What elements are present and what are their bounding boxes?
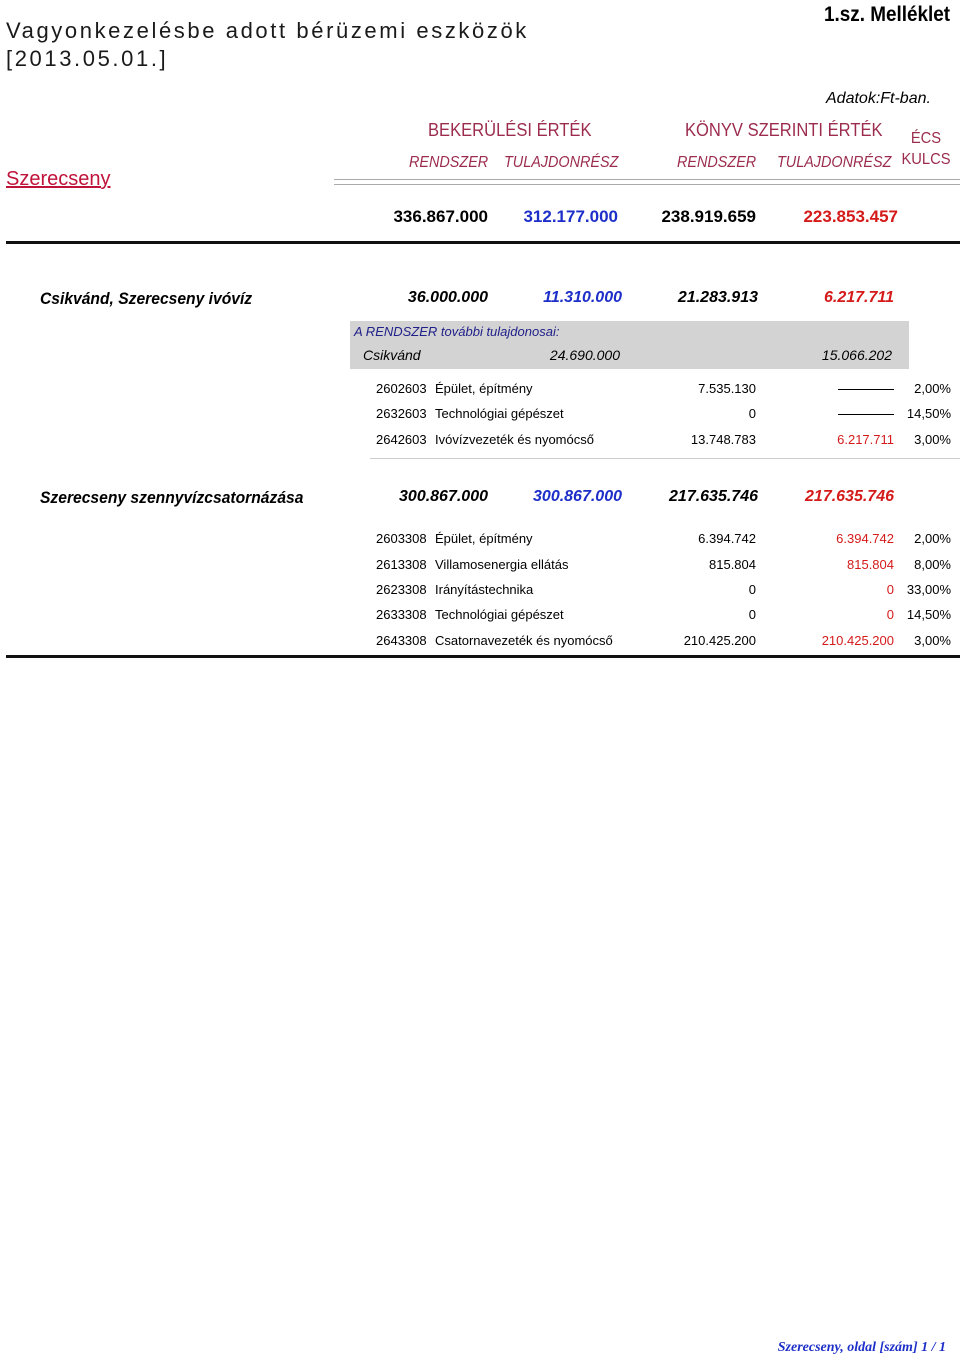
item-rate: 14,50%: [906, 406, 951, 421]
item-code: 2633308: [376, 607, 427, 622]
item-rate: 3,00%: [914, 633, 951, 648]
item-name: Technológiai gépészet: [435, 406, 564, 421]
section-title: Szerecseny szennyvízcsatornázása: [40, 488, 304, 507]
item-share-value: 0: [886, 607, 894, 622]
section-acq-share: 300.867.000: [533, 488, 622, 505]
item-rate: 14,50%: [906, 607, 951, 622]
header-acquisition-value: BEKERÜLÉSI ÉRTÉK: [428, 120, 592, 140]
header-rate: [900, 128, 952, 170]
total-acq-system: 336.867.000: [393, 207, 488, 226]
item-rate: 2,00%: [914, 531, 951, 546]
item-book-value: 7.535.130: [698, 381, 756, 396]
item-code: 2603308: [376, 531, 427, 546]
item-code: 2623308: [376, 582, 427, 597]
item-book-value: 6.394.742: [698, 531, 756, 546]
table-end-rule: [6, 655, 960, 658]
item-share-value: 6.217.711: [837, 432, 894, 447]
item-share-value: 210.425.200: [821, 633, 894, 648]
header-book-system: RENDSZER: [677, 154, 757, 171]
annex-label: 1.sz. Melléklet: [823, 3, 950, 26]
header-acq-share: TULAJDONRÉSZ: [504, 154, 619, 171]
total-acq-share: 312.177.000: [523, 207, 618, 226]
item-rate: 3,00%: [914, 432, 951, 447]
item-name: Épület, építmény: [435, 531, 533, 546]
item-book-value: 0: [748, 582, 756, 597]
item-book-value: 210.425.200: [683, 633, 756, 648]
header-acq-system: RENDSZER: [409, 154, 489, 171]
item-code: 2643308: [376, 633, 427, 648]
place-name: Szerecseny: [6, 168, 111, 190]
section-acq-system: 36.000.000: [407, 289, 488, 306]
item-name: Villamosenergia ellátás: [435, 557, 569, 572]
total-book-system: 238.919.659: [661, 207, 756, 226]
header-rule-1: [334, 179, 960, 180]
item-name: Technológiai gépészet: [435, 607, 564, 622]
section-book-system: 21.283.913: [677, 289, 758, 306]
owners-title: A RENDSZER további tulajdonosai:: [354, 324, 560, 339]
header-rate-line1: ÉCS: [910, 130, 942, 147]
owner-acq-value: 24.690.000: [549, 347, 620, 363]
item-book-value: 0: [748, 607, 756, 622]
header-book-value: KÖNYV SZERINTI ÉRTÉK: [685, 120, 883, 140]
header-rate-line2: KULCS: [901, 151, 951, 168]
item-name: Épület, építmény: [435, 381, 533, 396]
page-footer: Szerecseny, oldal [szám] 1 / 1: [777, 1340, 946, 1355]
document-title: Vagyonkezelésbe adott bérüzemi eszközök: [6, 18, 529, 43]
header-book-share: TULAJDONRÉSZ: [777, 154, 892, 171]
item-code: 2613308: [376, 557, 427, 572]
item-share-value: 815.804: [847, 557, 894, 572]
section-acq-system: 300.867.000: [399, 488, 488, 505]
document-date: [2013.05.01.]: [6, 46, 169, 71]
item-rate: 2,00%: [914, 381, 951, 396]
total-book-share: 223.853.457: [803, 207, 898, 226]
item-book-value: 0: [748, 406, 756, 421]
item-book-value: 815.804: [709, 557, 756, 572]
item-code: 2632603: [376, 406, 427, 421]
section-separator: [370, 458, 960, 459]
item-name: Csatornavezeték és nyomócső: [435, 633, 613, 648]
totals-rule: [6, 241, 960, 244]
section-book-share: 6.217.711: [824, 289, 894, 306]
item-code: 2602603: [376, 381, 427, 396]
item-rate: 8,00%: [914, 557, 951, 572]
section-book-system: 217.635.746: [669, 488, 758, 505]
item-name: Irányítástechnika: [435, 582, 534, 597]
item-code: 2642603: [376, 432, 427, 447]
header-rule-2: [334, 184, 960, 185]
section-book-share: 217.635.746: [805, 488, 894, 505]
unit-note: Adatok:Ft-ban.: [826, 90, 931, 107]
item-share-value: 0: [886, 582, 894, 597]
section-acq-share: 11.310.000: [543, 289, 622, 306]
item-share-value: 6.394.742: [836, 531, 894, 546]
owner-book-value: 15.066.202: [821, 347, 892, 363]
section-title: Csikvánd, Szerecseny ivóvíz: [40, 289, 253, 308]
item-rate: 33,00%: [906, 582, 951, 597]
item-book-value: 13.748.783: [690, 432, 756, 447]
item-name: Ivóvízvezeték és nyomócső: [435, 432, 594, 447]
owner-name: Csikvánd: [363, 347, 421, 363]
